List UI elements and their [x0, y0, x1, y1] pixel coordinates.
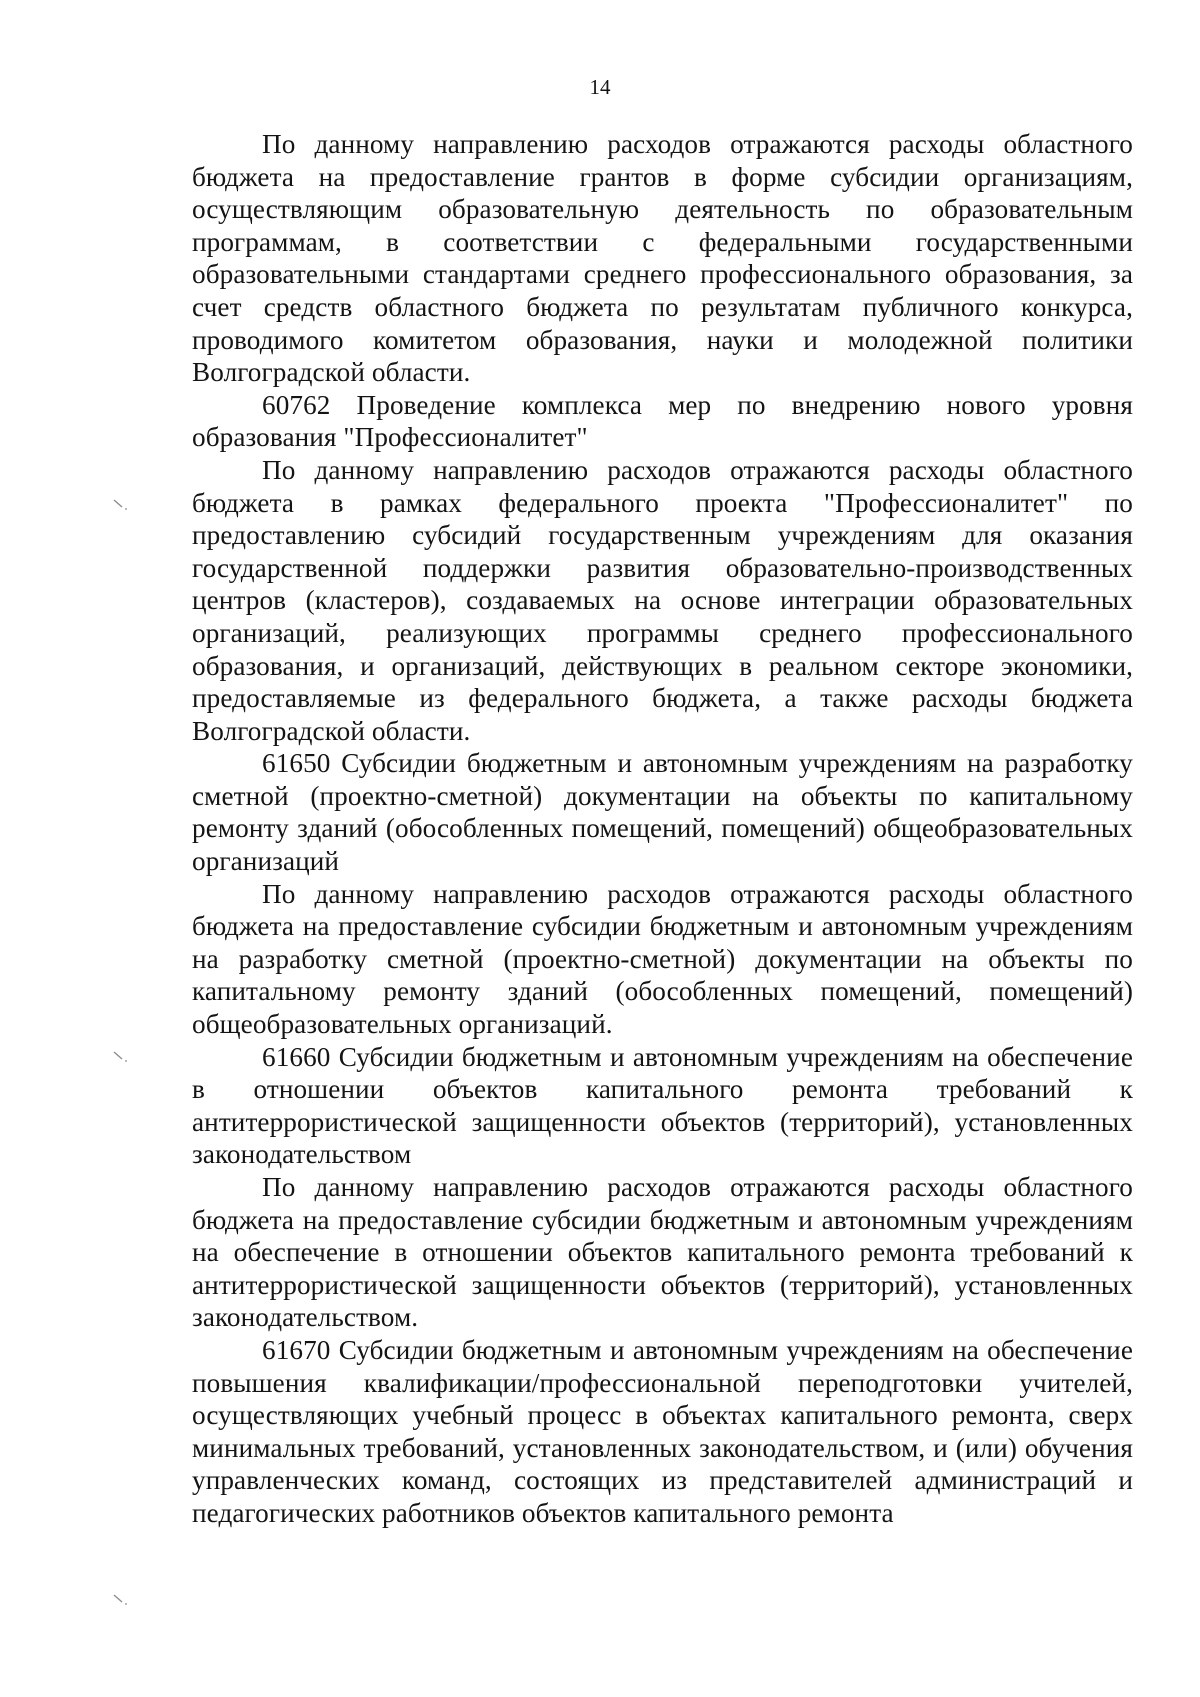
paragraph-grants-description: По данному направлению расходов отражаются расходы областного бюджета на предоставление грантов в форме субсидии организациям, осуществляющим образовательную деятельность по образовательным программам, в соответствии с федеральными государственными образовательными стандартами среднего профессионального образования, за счет средств областного бюджета по результатам публичного конкурса, проводимого комитетом образования, науки и молодежной политики Волгоградской области.: [192, 129, 1133, 388]
scan-artifact-mark: [112, 1050, 130, 1064]
scan-artifact-mark: [112, 498, 130, 512]
paragraph-61660-heading: 61660 Субсидии бюджетным и автономным учреждениям на обеспечение в отношении объектов капитального ремонта требований к антитеррористической защищенности объектов (территорий), установленных законодательством: [192, 1041, 1133, 1170]
paragraph-61650-heading: 61650 Субсидии бюджетным и автономным учреждениям на разработку сметной (проектно-сметной) документации на объекты по капитальному ремонту зданий (обособленных помещений, помещений) общеобразовательных организаций: [192, 748, 1133, 877]
document-body: [192, 128, 1133, 1530]
paragraph-60762-description: По данному направлению расходов отражаются расходы областного бюджета в рамках федерального проекта "Профессионалитет" по предоставлению субсидий государственным учреждениям для оказания государственной поддержки развития образовательно-производственных центров (кластеров), создаваемых на основе интеграции образовательных организаций, реализующих программы среднего профессионального образования, и организаций, действующих в реальном секторе экономики, предоставляемые из федерального бюджета, а также расходы бюджета Волгоградской области.: [192, 454, 1133, 746]
scan-artifact-mark: [112, 1593, 130, 1607]
paragraph-61670-heading: 61670 Субсидии бюджетным и автономным учреждениям на обеспечение повышения квалификации/профессиональной переподготовки учителей, осуществляющих учебный процесс в объектах капитального ремонта, сверх минимальных требований, установленных законодательством, и (или) обучения управленческих команд, состоящих из представителей администраций и педагогических работников объектов капитального ремонта: [192, 1334, 1133, 1528]
paragraph-61660-description: По данному направлению расходов отражаются расходы областного бюджета на предоставление субсидии бюджетным и автономным учреждениям на обеспечение в отношении объектов капитального ремонта требований к антитеррористической защищенности объектов (территорий), установленных законодательством.: [192, 1172, 1133, 1333]
paragraph-61650-description: По данному направлению расходов отражаются расходы областного бюджета на предоставление субсидии бюджетным и автономным учреждениям на разработку сметной (проектно-сметной) документации на объекты по капитальному ремонту зданий (обособленных помещений, помещений) общеобразовательных организаций.: [192, 878, 1133, 1040]
paragraph-60762-heading: 60762 Проведение комплекса мер по внедрению нового уровня образования "Профессионалитет": [192, 389, 1133, 453]
page-number: 14: [589, 75, 611, 99]
